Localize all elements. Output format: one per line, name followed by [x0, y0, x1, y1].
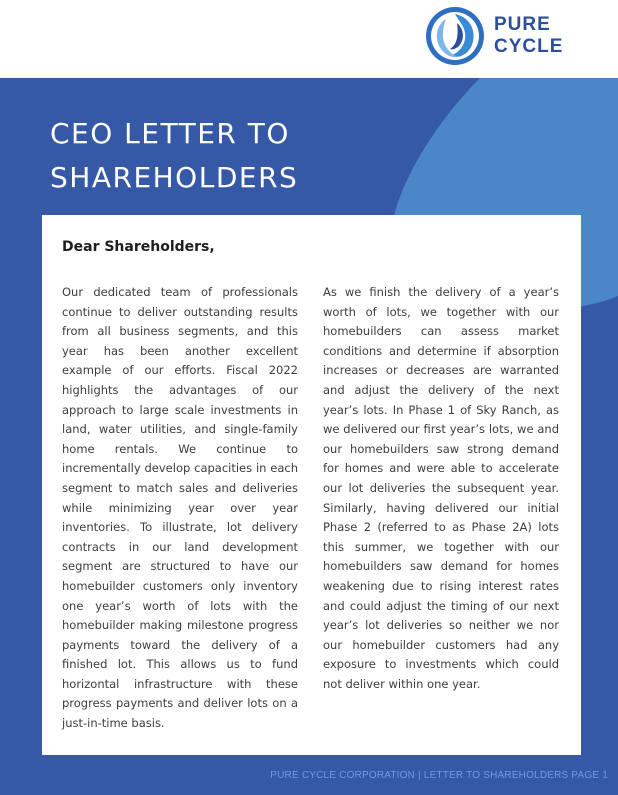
- letter-right-column: As we finish the delivery of a year’s worth of lots, we together with our homebuilders can assess market conditions and determine if absorption increases or decreases are warranted and adjust the delivery of the next year’s lots. In Phase 1 of Sky Ranch, as we delivered our first year’s lots, we and our homebuilders saw strong demand for homes and were able to accelerate our lot deliveries the subsequent year. Similarly, having delivered our initial Phase 2 (referred to as Phase 2A) lots this summer, we together with our homebuilders saw demand for homes weakening due to rising interest rates and could adjust the timing of our next year’s lot deliveries so neither we nor our homebuilder customers had any exposure to investments which could not deliver within one year.: [323, 285, 559, 691]
- page-header: [0, 0, 618, 78]
- logo-line-2: CYCLE: [494, 36, 564, 57]
- company-logo: [424, 4, 594, 68]
- letter-card: [42, 215, 581, 755]
- logo-wordmark: [494, 14, 563, 58]
- title-line-2: SHAREHOLDERS: [50, 161, 299, 194]
- logo-line-1: PURE: [494, 14, 551, 35]
- water-drop-logo-icon: [424, 5, 486, 67]
- letter-left-column: Our dedicated team of professionals continue to deliver outstanding results from all business segments, and this year has been another excellent example of our efforts. Fiscal 2022 highlights the advantages of our approach to large scale investments in land, water utilities, and single-family home rentals. We continue to incrementally develop capacities in each segment to match sales and deliveries while minimizing year over year inventories. To illustrate, lot delivery contracts in our land development segment are structured to have our homebuilder customers only inventory one year’s worth of lots with the homebuilder making milestone progress payments toward the delivery of a finished lot. This allows us to fund horizontal infrastructure with these progress payments and deliver lots on a just-in-time basis.: [62, 285, 298, 731]
- page-title: [50, 112, 370, 200]
- page-footer: PURE CYCLE CORPORATION | LETTER TO SHAREHOLDERS PAGE 1: [270, 770, 608, 781]
- letter-salutation: Dear Shareholders,: [62, 239, 215, 255]
- title-line-1: CEO LETTER TO: [50, 117, 290, 150]
